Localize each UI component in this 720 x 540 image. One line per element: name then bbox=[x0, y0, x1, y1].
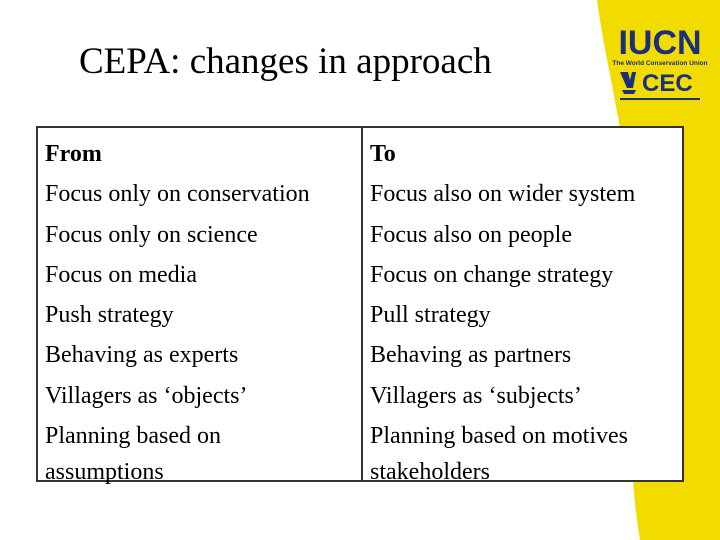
from-cell: Push strategy bbox=[45, 302, 174, 329]
to-cell: Villagers as ‘subjects’ bbox=[370, 382, 582, 409]
from-cell: Focus on media bbox=[45, 261, 197, 288]
from-header: From bbox=[45, 141, 102, 167]
comparison-table bbox=[36, 126, 684, 486]
to-cell: Pull strategy bbox=[370, 302, 491, 329]
from-cell: Planning based on bbox=[45, 423, 221, 450]
from-column bbox=[45, 134, 310, 489]
from-cell: Villagers as ‘objects’ bbox=[45, 382, 248, 409]
logo-subtitle-line bbox=[620, 98, 700, 100]
to-header: To bbox=[370, 141, 396, 167]
from-cell: Focus only on science bbox=[45, 221, 258, 248]
slide-title: CEPA: changes in approach bbox=[79, 41, 492, 82]
to-cell: stakeholders bbox=[370, 459, 490, 486]
logo-tagline: The World Conservation Union bbox=[612, 60, 708, 67]
from-cell: Behaving as experts bbox=[45, 342, 239, 369]
to-cell: Focus also on wider system bbox=[370, 181, 636, 208]
from-cell: assumptions bbox=[45, 459, 164, 486]
to-column bbox=[370, 134, 635, 489]
to-cell: Focus also on people bbox=[370, 221, 572, 248]
to-cell: Focus on change strategy bbox=[370, 261, 614, 288]
from-cell: Focus only on conservation bbox=[45, 181, 310, 208]
cec-hands-icon bbox=[620, 72, 636, 94]
column-divider bbox=[361, 128, 363, 480]
to-cell: Planning based on motives bbox=[370, 423, 628, 450]
to-cell: Behaving as partners bbox=[370, 342, 572, 369]
iucn-cec-logo bbox=[612, 18, 708, 108]
logo-commission: CEC bbox=[642, 70, 693, 97]
logo-org-text: IUCN bbox=[618, 24, 702, 62]
